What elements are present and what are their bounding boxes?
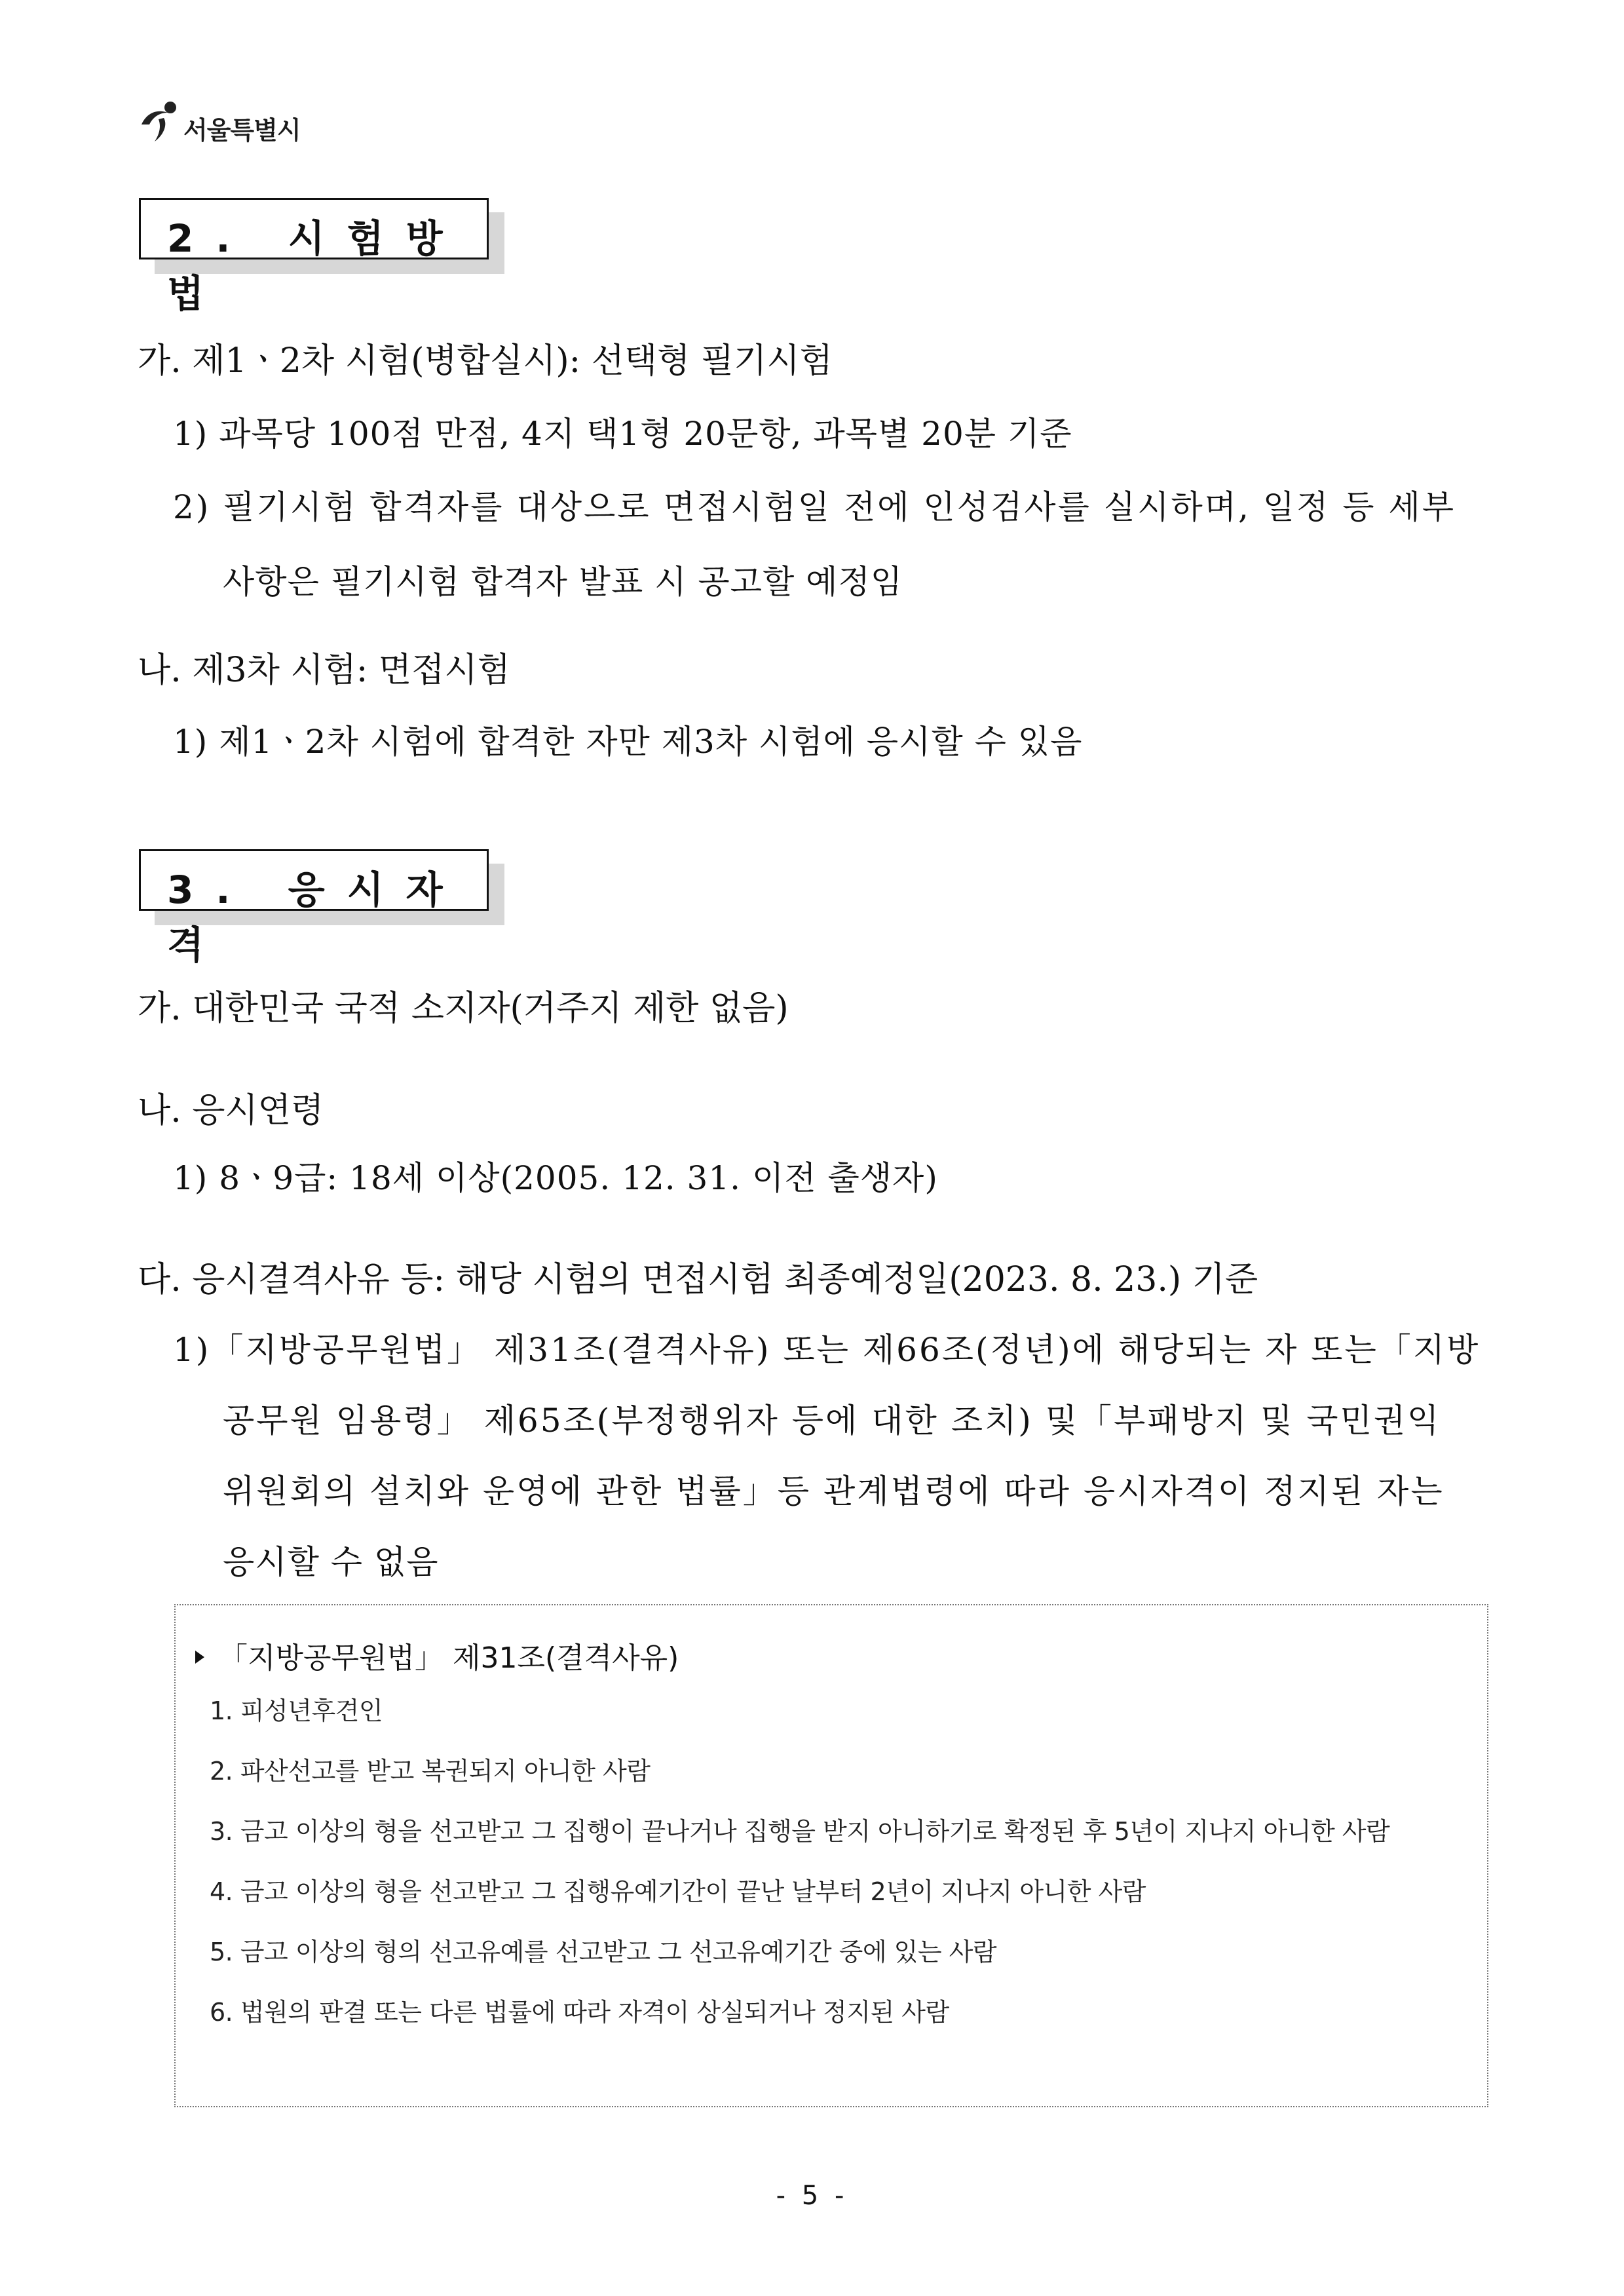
section-2-title: 2. 시험방법 [167, 216, 465, 316]
section-3-c-item-1-cont-1: 공무원 임용령」 제65조(부정행위자 등에 대한 조치) 및「부패방지 및 국민권익 [223, 1402, 1441, 1440]
section-3-b-heading: 나. 응시연령 [138, 1091, 324, 1130]
quote-item-6: 6. 법원의 판결 또는 다른 법률에 따라 자격이 상실되거나 정지된 사람 [210, 1998, 949, 2027]
quote-item-1: 1. 피성년후견인 [210, 1696, 383, 1725]
law-quote-box [174, 1604, 1488, 2107]
triangle-bullet-icon [195, 1651, 204, 1664]
quote-item-5: 5. 금고 이상의 형의 선고유예를 선고받고 그 선고유예기간 중에 있는 사람 [210, 1938, 997, 1966]
section-2-a-item-1: 1) 과목당 100점 만점, 4지 택1형 20문항, 과목별 20분 기준 [173, 415, 1072, 453]
page-number: - 5 - [776, 2181, 848, 2211]
section-2-a-heading: 가. 제1ㆍ2차 시험(병합실시): 선택형 필기시험 [138, 341, 833, 381]
quote-title-row [195, 1634, 679, 1676]
section-3-c-item-1: 1)「지방공무원법」 제31조(결격사유) 또는 제66조(정년)에 해당되는 자 또는「지방 [173, 1331, 1481, 1369]
logo-text: 서울특별시 [183, 116, 301, 145]
section-3-c-item-1-cont-2: 위원회의 설치와 운영에 관한 법률」등 관계법령에 따라 응시자격이 정지된 자는 [223, 1472, 1445, 1510]
section-3-c-item-1-cont-3: 응시할 수 없음 [223, 1543, 439, 1581]
section-2-b-heading: 나. 제3차 시험: 면접시험 [138, 651, 510, 690]
section-2-title-box [139, 198, 489, 316]
quote-item-4: 4. 금고 이상의 형을 선고받고 그 집행유예기간이 끝난 날부터 2년이 지나지 아니한 사람 [210, 1877, 1146, 1906]
section-2-a-item-2: 2) 필기시험 합격자를 대상으로 면접시험일 전에 인성검사를 실시하며, 일정 등 세부 [173, 488, 1456, 526]
quote-item-2: 2. 파산선고를 받고 복권되지 아니한 사람 [210, 1757, 651, 1786]
quote-title: 「지방공무원법」 제31조(결격사유) [219, 1641, 679, 1675]
quote-item-3: 3. 금고 이상의 형을 선고받고 그 집행이 끝나거나 집행을 받지 아니하기로 확정된 후 5년이 지나지 아니한 사람 [210, 1817, 1390, 1846]
section-2-b-item-1: 1) 제1ㆍ2차 시험에 합격한 자만 제3차 시험에 응시할 수 있음 [173, 723, 1083, 761]
section-3-title-box [139, 849, 489, 967]
seoul-emblem-icon [138, 98, 181, 144]
section-3-b-item-1: 1) 8ㆍ9급: 18세 이상(2005. 12. 31. 이전 출생자) [173, 1159, 938, 1197]
section-3-c-heading: 다. 응시결격사유 등: 해당 시험의 면접시험 최종예정일(2023. 8. 23.) 기준 [138, 1260, 1258, 1299]
section-3-title: 3. 응시자격 [167, 868, 465, 967]
section-2-a-item-2-cont: 사항은 필기시험 합격자 발표 시 공고할 예정임 [223, 563, 903, 601]
section-3-a-heading: 가. 대한민국 국적 소지자(거주지 제한 없음) [138, 989, 789, 1028]
